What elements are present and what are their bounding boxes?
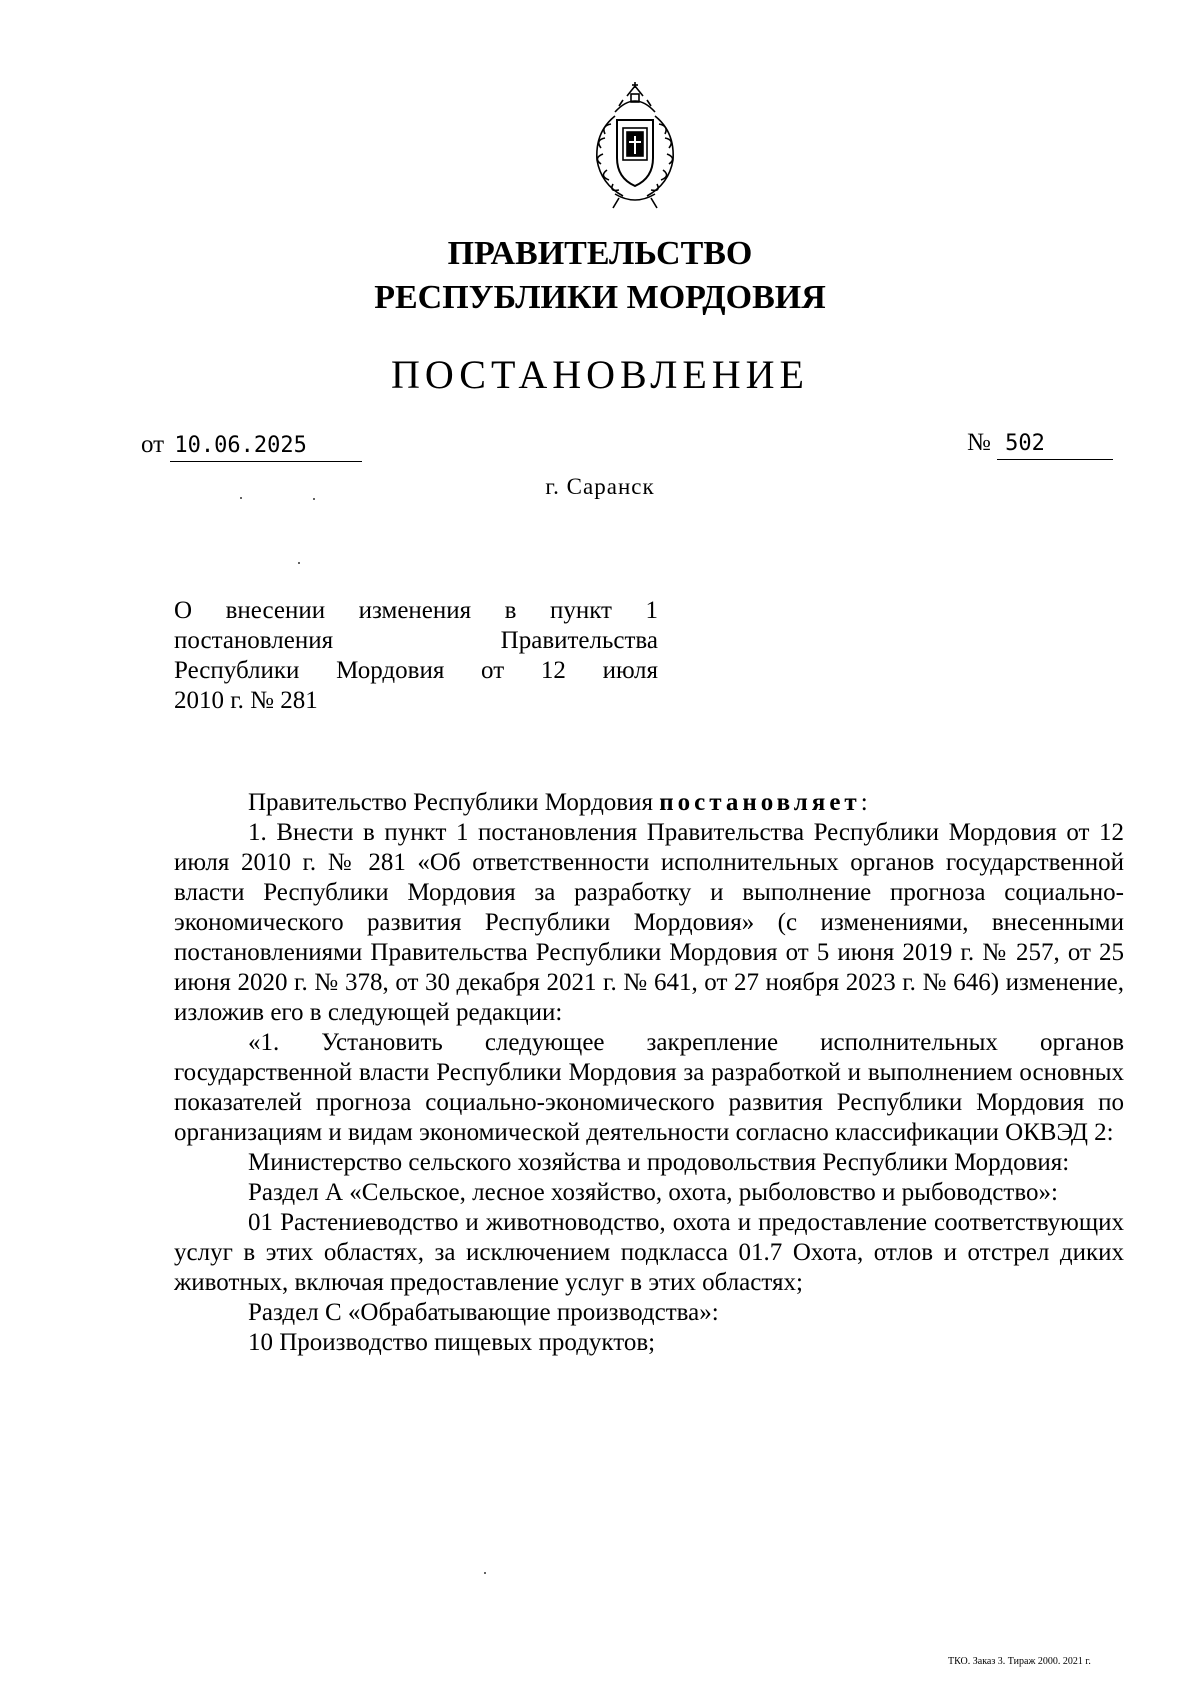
- document-type: ПОСТАНОВЛЕНИЕ: [391, 352, 809, 397]
- intro-decree-word: постановляет: [659, 789, 861, 816]
- intro-colon: :: [860, 789, 868, 816]
- subject-line: О внесении изменения в пункт 1: [174, 597, 658, 624]
- scan-speck: [313, 498, 315, 500]
- subject-line: 2010 г. № 281: [174, 687, 318, 714]
- document-subject: [174, 596, 658, 716]
- body-paragraph: Раздел А «Сельское, лесное хозяйство, охота, рыболовство и рыбоводство»:: [248, 1179, 1058, 1206]
- body-paragraph: Раздел С «Обрабатывающие производства»:: [248, 1299, 719, 1326]
- body-paragraph: Министерство сельского хозяйства и продовольствия Республики Мордовия:: [248, 1149, 1070, 1176]
- print-run-note: ТКО. Заказ 3. Тираж 2000. 2021 г.: [948, 1656, 1091, 1667]
- government-title-line2: РЕСПУБЛИКИ МОРДОВИЯ: [374, 279, 826, 316]
- subject-line: постановления Правительства: [174, 627, 658, 654]
- scan-speck: [298, 562, 300, 564]
- government-title-line1: ПРАВИТЕЛЬСТВО: [447, 235, 753, 272]
- document-number: [967, 428, 1113, 460]
- date-prefix: от: [141, 431, 165, 458]
- number-value: 502: [997, 429, 1113, 460]
- body-paragraph: «1. Установить следующее закрепление исполнительных органов государственной власти Республики Мордовия за разработкой и выполнением основных показателей прогноза социально-экономического развития Республики Мордовия по организациям и видам экономической деятельности согласно классификации ОКВЭД 2:: [174, 1029, 1124, 1146]
- body-paragraph: 1. Внести в пункт 1 постановления Правительства Республики Мордовия от 12 июля 2010 г. № 281 «Об ответственности исполнительных органов государственной власти Республики Мордовия за разработку и выполнение прогноза социально-экономического развития Республики Мордовия» (с изменениями, внесенными постановлениями Правительства Республики Мордовия от 5 июня 2019 г. № 257, от 25 июня 2020 г. № 378, от 30 декабря 2021 г. № 641, от 27 ноября 2023 г. № 646) изменение, изложив его в следующей редакции:: [174, 819, 1124, 1026]
- date-value: 10.06.2025: [170, 431, 362, 462]
- coat-of-arms-emblem: [575, 82, 695, 210]
- subject-line: Республики Мордовия от 12 июля: [174, 657, 658, 684]
- scan-speck: [240, 497, 242, 499]
- number-prefix: №: [967, 429, 991, 456]
- intro-paragraph: [174, 788, 1124, 818]
- scan-speck: [484, 1572, 486, 1574]
- document-body: [174, 788, 1124, 1358]
- document-date: [141, 430, 362, 462]
- government-title: [0, 232, 1200, 320]
- city-line: г. Саранск: [545, 474, 655, 499]
- body-paragraph: 01 Растениеводство и животноводство, охота и предоставление соответствующих услуг в этих областях, за исключением подкласса 01.7 Охота, отлов и отстрел диких животных, включая предоставление услуг в этих областях;: [174, 1209, 1124, 1296]
- body-paragraph: 10 Производство пищевых продуктов;: [248, 1329, 656, 1356]
- intro-text: Правительство Республики Мордовия: [248, 789, 653, 816]
